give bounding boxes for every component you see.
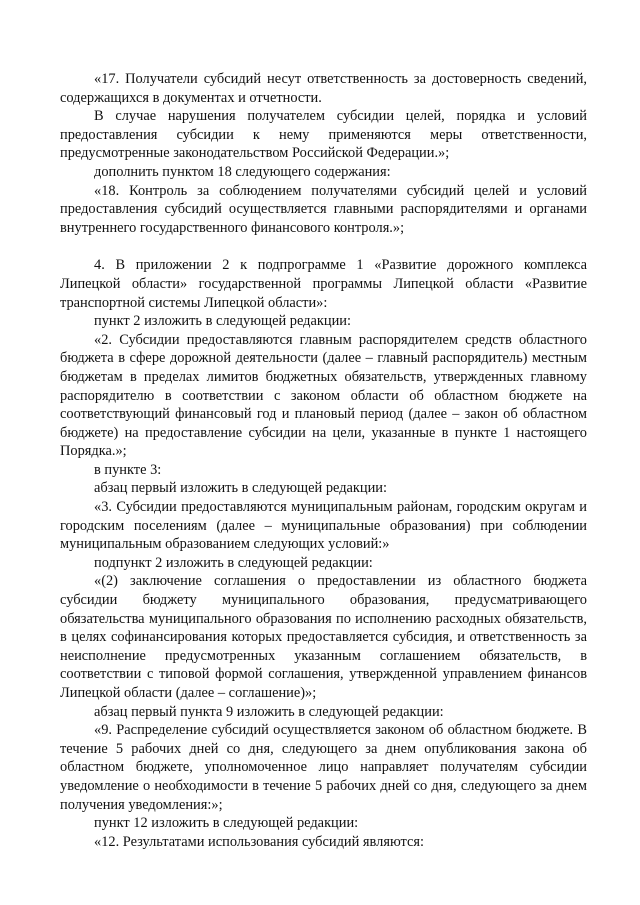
paragraph-2-subsidies: «2. Субсидии предоставляются главным распорядителем средств областного бюджета в сфере дорожной деятельности (далее – главный распорядитель) местным бюджетам в пределах лимитов бюджетных обязательств, утвержденных главному распорядителю в соответствии с законом области об областном бюджете на соответствующий финансовый год и плановый период (далее – закон об областном бюджете) на предоставление субсидии на цели, указанные в пункте 1 настоящего Порядка.»; — [60, 331, 587, 460]
paragraph-first-abzac-edit: абзац первый изложить в следующей редакции: — [94, 480, 388, 497]
paragraph-point-12-edit: пункт 12 изложить в следующей редакции: — [94, 815, 359, 832]
paragraph-18-control: «18. Контроль за соблюдением получателями субсидий целей и условий предоставления субсидий осуществляется главными распорядителями и органами внутреннего государственного финансового контроля.»; — [60, 182, 587, 236]
paragraph-9-distribution: «9. Распределение субсидий осуществляется законом об областном бюджете. В течение 5 рабочих дней со дня, следующего за днем опубликования закона об областном бюджете, уполномоченное лицо направляет получателям субсидии уведомление о необходимости в течение 5 рабочих дней со дня, следующего за днем получения уведомления:»; — [60, 722, 587, 813]
paragraph-17-responsibility: «17. Получатели субсидий несут ответственность за достоверность сведений, содержащихся в документах и отчетности. — [60, 71, 587, 106]
paragraph-subpoint-2-agreement: «(2) заключение соглашения о предоставлении из областного бюджета субсидии бюджету муниципального образования, предусматривающего обязательства муниципального образования по исполнению расходных обязательств, в целях софинансирования которых предоставляется субсидия, и ответственность за неисполнение предусмотренных указанным соглашением обязательств, в соответствии с типовой формой соглашения, утвержденной управлением финансов Липецкой области (далее – соглашение)»; — [60, 573, 587, 701]
paragraph-point-9-edit: абзац первый пункта 9 изложить в следующей редакции: — [94, 703, 444, 720]
paragraph-subpoint-2-edit: подпункт 2 изложить в следующей редакции: — [94, 554, 373, 571]
paragraph-3-subsidies: «3. Субсидии предоставляются муниципальным районам, городским округам и городским поселениям (далее – муниципальные образования) при соблюдении муниципальным образованием следующих условий:» — [60, 499, 587, 553]
paragraph-gap — [60, 237, 587, 256]
paragraph-point-2-edit: пункт 2 изложить в следующей редакции: — [94, 313, 351, 330]
paragraph-12-results: «12. Результатами использования субсидий являются: — [94, 833, 424, 850]
paragraph-violation: В случае нарушения получателем субсидии целей, порядка и условий предоставления субсидии к нему применяются меры ответственности, предусмотренные законодательством Российской Федерации.»; — [60, 108, 587, 162]
paragraph-add-point-18: дополнить пунктом 18 следующего содержания: — [94, 163, 391, 180]
paragraph-4-appendix-2: 4. В приложении 2 к подпрограмме 1 «Развитие дорожного комплекса Липецкой области» государственной программы Липецкой области «Развитие транспортной системы Липецкой области»: — [60, 257, 587, 311]
paragraph-in-point-3: в пункте 3: — [94, 461, 162, 478]
